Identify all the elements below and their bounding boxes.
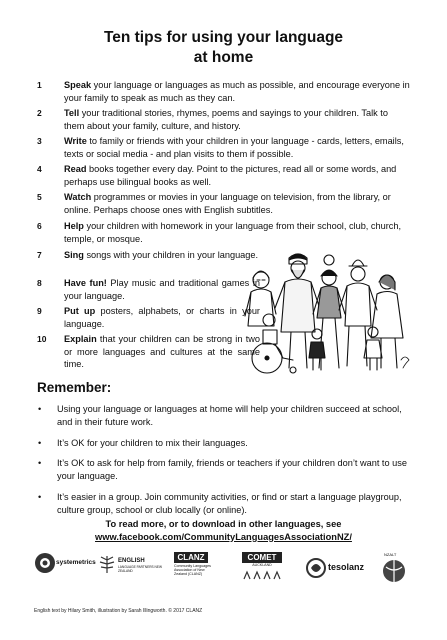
tip-text: your language or languages as much as possible, and encourage everyone in your family to speak as much as they can. [64,80,410,103]
list-item [30,403,412,429]
person-figure [371,275,403,368]
tip-number: 3 [37,136,42,146]
nzalt-mark-icon [380,557,408,589]
tip-number: 9 [37,306,42,316]
tip-keyword: Sing [64,250,84,260]
remember-heading: Remember: [37,380,112,395]
comet-logo-subtext: AUCKLAND [252,563,272,567]
tip-number: 4 [37,164,42,174]
tip-number: 1 [37,80,42,90]
fern-icon [98,554,116,574]
clanz-logo-text: CLANZ [174,552,208,563]
clanz-logo-subtext: Community Languages [174,564,211,568]
tip-number: 6 [37,221,42,231]
tip-number: 8 [37,278,42,288]
bullet-text: It’s OK to ask for help from family, friends or teachers if your children don’t want to use your language. [57,458,407,482]
bullet-icon: • [38,491,42,502]
tip-keyword: Watch [64,192,92,202]
tip-text: your children with homework in your language from their school, club, church, temple, or mosque. [64,221,402,244]
family-illustration [241,248,411,376]
tip-text: Play music and traditional games in your language. [64,278,260,301]
english-logo-text: ENGLISH [118,558,145,564]
title-line-2: at home [193,49,254,66]
tip-keyword: Read [64,164,87,174]
english-logo-subtext: LANGUAGE PARTNERS NEW ZEALAND [118,565,162,573]
tesolanz-logo-text: tesolanz [328,562,365,572]
list-item [30,457,412,483]
tip-number: 2 [37,108,42,118]
systemetrics-text: systemetrics [56,559,96,566]
clanz-logo-subtext: Zealand (CLANZ) [174,572,203,577]
bullet-text: Using your language or languages at home will help your children succeed at school, and in their future work. [57,404,402,427]
bullet-text: It’s OK for your children to mix their languages. [57,437,248,448]
child-figure [309,327,382,370]
credit-text: English text by Hilary Smith, illustration by Sarah Illingworth. © 2017 CLANZ [34,608,203,614]
tip-number: 7 [37,250,42,260]
nzalt-logo-text: NZALT [384,552,397,557]
tip-text: your traditional stories, rhymes, poems and sayings to your children. Talk to them about your family, culture, and history. [64,108,388,131]
call-to-action [0,518,447,543]
tip-text: books together every day. Point to the pictures, read all or some words, and perhaps use bilingual books as well. [64,164,397,187]
tip-text: to family or friends with your children in your language - cards, letters, emails, texts or social media - and plan visits to them if possible. [64,136,404,159]
tip-text: programmes or movies in your language on television, from the library, or online. Perhaps choose ones with English subtitles. [64,192,391,215]
bullet-icon: • [38,404,42,414]
tip-keyword: Speak [64,80,92,90]
tip-text: posters, alphabets, or charts in your language. [64,306,260,329]
list-item [30,437,412,450]
cta-text: To read more, or to download in other languages, see [105,519,342,529]
english-partners-logo [98,554,162,584]
list-item [30,491,412,517]
tip-text: songs with your children in your language. [83,250,259,260]
remember-list [30,403,412,525]
systemetrics-logo [34,552,96,582]
page-title [0,28,447,68]
tip-text: that your children can be strong in two or more languages and cultures at the same time. [64,334,260,370]
comet-logo [242,552,290,592]
artist-signature [401,357,409,368]
facebook-link[interactable]: www.facebook.com/CommunityLanguagesAssociationNZ/ [95,531,352,542]
comet-figures-icon [242,570,282,580]
clanz-logo-subtext: Association of New [174,568,205,573]
bullet-text: It’s easier in a group. Join community activities, or find or start a language playgroup, culture group, school or club locally (or online). [57,491,402,515]
systemetrics-mark-icon [34,552,56,574]
tip-keyword: Put up [64,306,96,316]
logo-strip [30,552,420,592]
nzalt-logo [380,552,414,592]
clanz-logo [174,552,224,592]
tip-keyword: Have fun! [64,278,107,288]
tip-keyword: Help [64,221,84,231]
tip-number: 10 [37,334,47,344]
comet-logo-text: COMET [242,552,282,563]
tesolanz-mark-icon [306,558,326,578]
tip-number: 5 [37,192,42,202]
title-line-1: Ten tips for using your language [103,29,344,46]
tip-keyword: Write [64,136,87,146]
bullet-icon: • [38,458,42,469]
tip-keyword: Tell [64,108,80,118]
tip-keyword: Explain [64,334,97,344]
person-figure [245,271,276,326]
tesolanz-logo [306,558,370,584]
bullet-icon: • [38,437,42,448]
